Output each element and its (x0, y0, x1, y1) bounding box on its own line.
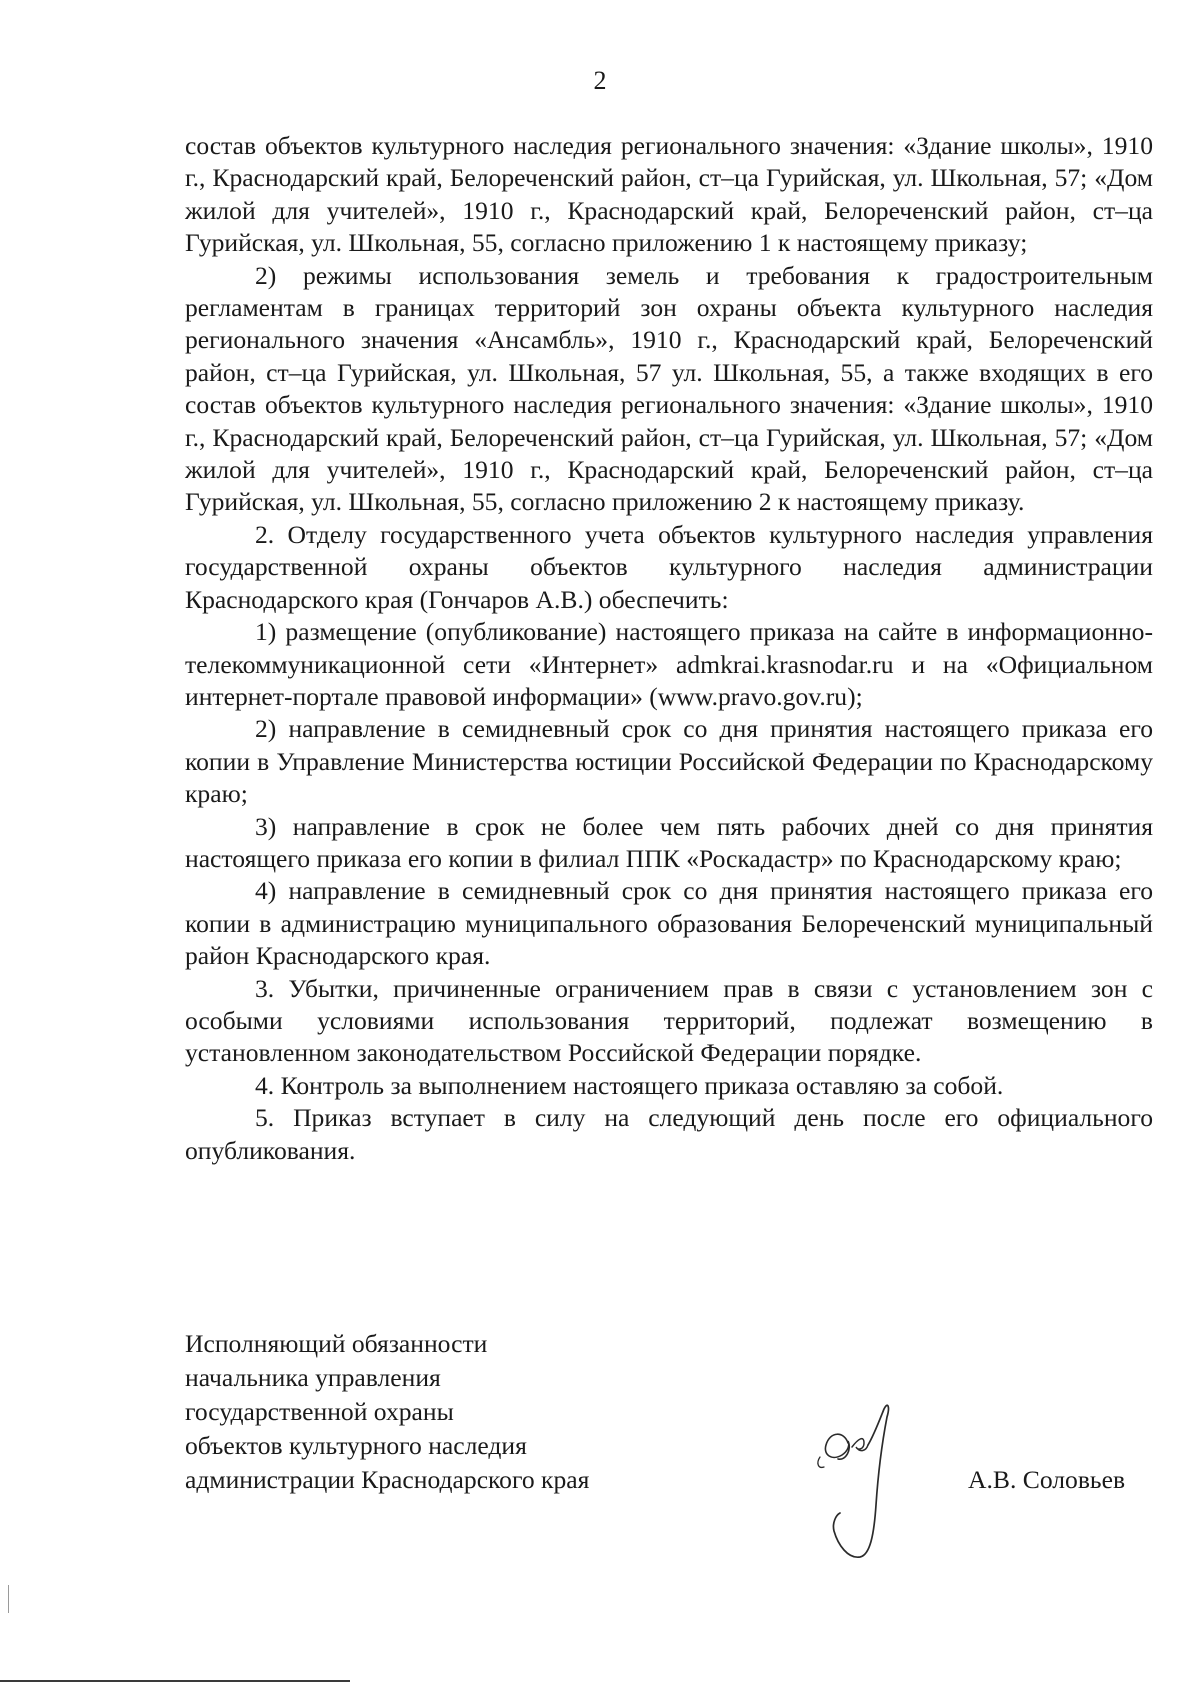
paragraph-item-2-ministry: 2) направление в семидневный срок со дня принятия настоящего приказа его копии в Управление Министерства юстиции Российской Федерации по Краснодарскому краю; (185, 714, 1153, 809)
paragraph-section-5: 5. Приказ вступает в силу на следующий день после его официального опубликования. (185, 1103, 1153, 1165)
document-body (185, 130, 1153, 1167)
paragraph-item-4-municipality: 4) направление в семидневный срок со дня принятия настоящего приказа его копии в администрацию муниципального образования Белореченский муниципальный район Краснодарского края. (185, 876, 1153, 971)
paragraph-continuation: состав объектов культурного наследия регионального значения: «Здание школы», 1910 г., Краснодарский край, Белореченский район, ст–ца Гурийская, ул. Школьная, 57; «Дом жилой для учителей», 1910 г., Краснодарский край, Белореченский район, ст–ца Гурийская, ул. Школьная, 55, согласно приложению 1 к настоящему приказу; (185, 131, 1153, 258)
paragraph-section-4: 4. Контроль за выполнением настоящего приказа оставляю за собой. (255, 1070, 1004, 1100)
page-number: 2 (593, 66, 607, 95)
paragraph-item-1-publication: 1) размещение (опубликование) настоящего приказа на сайте в информационно-телекоммуникационной сети «Интернет» admkrai.krasnodar.ru и на «Официальном интернет-портале правовой информации» (www.pravo.gov.ru); (185, 617, 1153, 711)
handwritten-signature (790, 1395, 900, 1565)
signatory-position-line: объектов культурного наследия (185, 1431, 527, 1460)
signatory-position-line: государственной охраны (185, 1397, 454, 1426)
signatory-position-line: администрации Краснодарского края (185, 1465, 590, 1494)
paragraph-section-3: 3. Убытки, причиненные ограничением прав в связи с установлением зон с особыми условиями использования территорий, подлежат возмещению в установленном законодательством Российской Федерации порядке. (185, 973, 1153, 1068)
paragraph-item-3-roskadastr: 3) направление в срок не более чем пять рабочих дней со дня принятия настоящего приказа его копии в филиал ППК «Роскадастр» по Краснодарскому краю; (185, 811, 1153, 873)
scan-edge-mark (8, 1585, 9, 1613)
signatory-position-line: начальника управления (185, 1363, 441, 1392)
signatory-position (185, 1327, 705, 1497)
signatory-name: А.В. Соловьев (968, 1465, 1126, 1494)
signatory-position-line: Исполняющий обязанности (185, 1329, 488, 1358)
paragraph-item-2-regimes: 2) режимы использования земель и требования к градостроительным регламентам в границах территорий зон охраны объекта культурного наследия регионального значения «Ансамбль», 1910 г., Краснодарский край, Белореченский район, ст–ца Гурийская, ул. Школьная, 57 ул. Школьная, 55, а также входящих в его состав объектов культурного наследия регионального значения: «Здание школы», 1910 г., Краснодарский край, Белореченский район, ст–ца Гурийская, ул. Школьная, 57; «Дом жилой для учителей», 1910 г., Краснодарский край, Белореченский район, ст–ца Гурийская, ул. Школьная, 55, согласно приложению 2 к настоящему приказу. (185, 260, 1153, 517)
scan-edge-line (0, 1680, 350, 1682)
paragraph-section-2: 2. Отделу государственного учета объектов культурного наследия управления государственной охраны объектов культурного наследия администрации Краснодарского края (Гончаров А.В.) обеспечить: (185, 519, 1153, 614)
